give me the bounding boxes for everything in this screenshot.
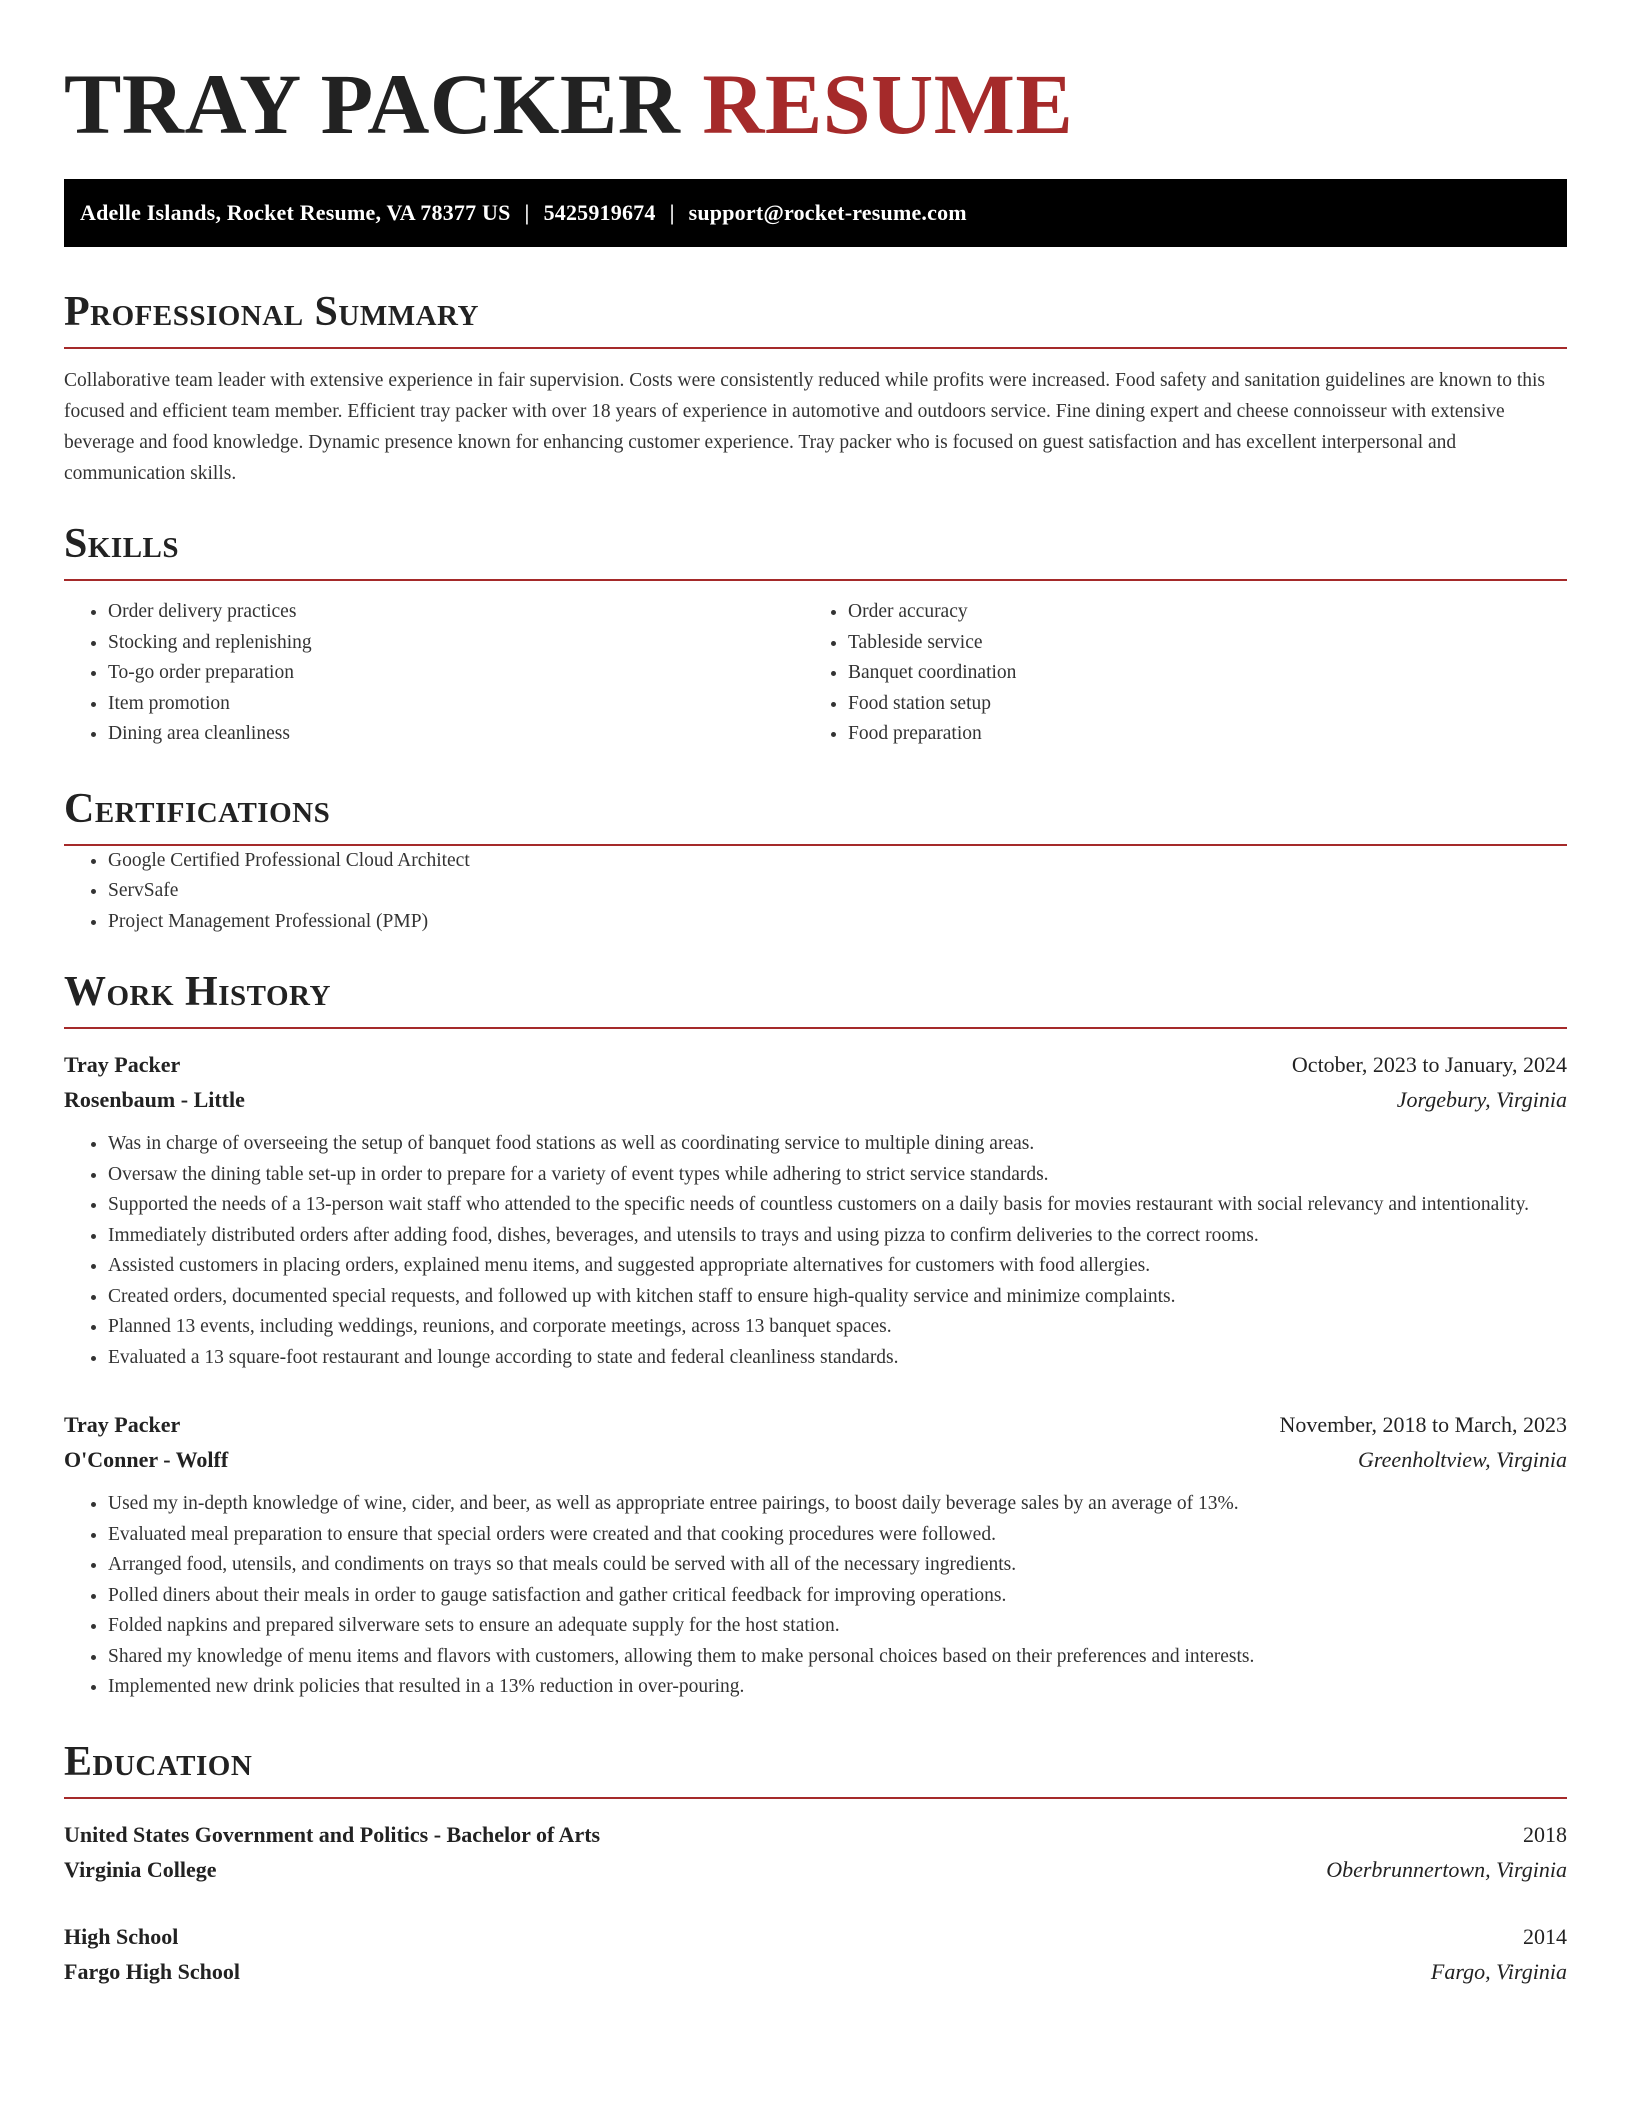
job-entry [64, 1047, 1567, 1373]
skill-item: • Banquet coordination [848, 658, 1588, 689]
certifications-heading: Certifications [64, 784, 1567, 846]
job-bullet: • Created orders, documented special requests, and followed up with kitchen staff to ensure high-quality service and minimize complaints. [108, 1282, 1567, 1313]
skills-columns [64, 597, 1567, 750]
contact-email: support@rocket-resume.com [688, 200, 967, 225]
skill-item: • Dining area cleanliness [108, 719, 804, 750]
certification-item: • ServSafe [108, 876, 1567, 907]
certifications-list [64, 846, 1567, 938]
education-school-row [64, 1954, 1567, 1989]
job-company-row [64, 1442, 1567, 1477]
skills-list-right [804, 597, 1588, 750]
education-section [64, 1737, 1567, 1989]
contact-bar [64, 179, 1567, 247]
skill-item: • Stocking and replenishing [108, 628, 804, 659]
education-location: Fargo, Virginia [1430, 1958, 1567, 1984]
job-bullet: • Arranged food, utensils, and condiments on trays so that meals could be served with all of the necessary ingredients. [108, 1550, 1567, 1581]
skill-item: • Food station setup [848, 689, 1588, 720]
skills-section [64, 519, 1567, 750]
skill-item: • Food preparation [848, 719, 1588, 750]
education-header-row [64, 1919, 1567, 1954]
education-entry [64, 1817, 1567, 1887]
contact-separator: | [669, 200, 675, 225]
education-year: 2014 [1523, 1923, 1567, 1949]
job-bullet: • Immediately distributed orders after adding food, dishes, beverages, and utensils to trays and using pizza to confirm deliveries to the correct rooms. [108, 1221, 1567, 1252]
summary-text: Collaborative team leader with extensive experience in fair supervision. Costs were consistently reduced while profits were increased. Food safety and sanitation guidelines are known to this focused and efficient team member. Efficient tray packer with over 18 years of experience in automotive and outdoors service. Fine dining expert and cheese connoisseur with extensive beverage and food knowledge. Dynamic presence known for enhancing customer experience. Tray packer who is focused on guest satisfaction and has excellent interpersonal and communication skills. [64, 370, 1546, 484]
education-entry [64, 1919, 1567, 1989]
education-degree: United States Government and Politics - Bachelor of Arts [64, 1821, 601, 1847]
contact-address: Adelle Islands, Rocket Resume, VA 78377 US [80, 200, 511, 225]
job-bullet: • Polled diners about their meals in order to gauge satisfaction and gather critical feedback for improving operations. [108, 1581, 1567, 1612]
resume-title-accent: RESUME [702, 56, 1074, 152]
job-title: Tray Packer [64, 1052, 181, 1077]
resume-page [64, 0, 1567, 1989]
job-bullet: • Was in charge of overseeing the setup of banquet food stations as well as coordinating service to multiple dining areas. [108, 1129, 1567, 1160]
job-dates: October, 2023 to January, 2024 [1291, 1052, 1567, 1077]
skill-item: • Tableside service [848, 628, 1588, 659]
skill-item: • Item promotion [108, 689, 804, 720]
summary-section [64, 287, 1567, 489]
job-company: Rosenbaum - Little [64, 1087, 245, 1112]
resume-title [64, 0, 1567, 152]
certification-item: • Google Certified Professional Cloud Architect [108, 846, 1567, 877]
education-degree: High School [64, 1923, 179, 1949]
education-header-row [64, 1817, 1567, 1852]
job-bullet: • Evaluated meal preparation to ensure that special orders were created and that cooking procedures were followed. [108, 1520, 1567, 1551]
job-bullet: • Folded napkins and prepared silverware sets to ensure an adequate supply for the host station. [108, 1611, 1567, 1642]
job-bullet: • Implemented new drink policies that resulted in a 13% reduction in over-pouring. [108, 1672, 1567, 1703]
education-location: Oberbrunnertown, Virginia [1326, 1856, 1567, 1882]
job-company-row [64, 1082, 1567, 1117]
candidate-name: TRAY PACKER [64, 56, 681, 152]
education-school: Virginia College [64, 1856, 217, 1882]
job-location: Greenholtview, Virginia [1358, 1447, 1567, 1472]
job-entry [64, 1407, 1567, 1703]
skills-heading: Skills [64, 519, 1567, 581]
job-bullet: • Supported the needs of a 13-person wait staff who attended to the specific needs of countless customers on a daily basis for movies restaurant with social relevancy and intentionality. [108, 1190, 1567, 1221]
job-bullet: • Shared my knowledge of menu items and flavors with customers, allowing them to make personal choices based on their preferences and interests. [108, 1642, 1567, 1673]
work-history-heading: Work History [64, 967, 1567, 1029]
skills-list-left [64, 597, 804, 750]
skill-item: • Order accuracy [848, 597, 1588, 628]
job-title: Tray Packer [64, 1412, 181, 1437]
job-header-row [64, 1047, 1567, 1082]
job-bullet: • Evaluated a 13 square-foot restaurant and lounge according to state and federal cleanliness standards. [108, 1343, 1567, 1374]
job-bullet: • Assisted customers in placing orders, explained menu items, and suggested appropriate alternatives for customers with food allergies. [108, 1251, 1567, 1282]
job-location: Jorgebury, Virginia [1396, 1087, 1567, 1112]
summary-heading: Professional Summary [64, 287, 1567, 349]
job-bullets [64, 1129, 1567, 1373]
job-dates: November, 2018 to March, 2023 [1279, 1412, 1567, 1437]
education-year: 2018 [1523, 1821, 1567, 1847]
contact-separator: | [524, 200, 530, 225]
job-company: O'Conner - Wolff [64, 1447, 229, 1472]
job-bullet: • Oversaw the dining table set-up in order to prepare for a variety of event types while adhering to strict service standards. [108, 1160, 1567, 1191]
certifications-section [64, 784, 1567, 938]
certification-item: • Project Management Professional (PMP) [108, 907, 1567, 938]
job-header-row [64, 1407, 1567, 1442]
job-bullet: • Used my in-depth knowledge of wine, cider, and beer, as well as appropriate entree pairings, to boost daily beverage sales by an average of 13%. [108, 1489, 1567, 1520]
job-bullets [64, 1489, 1567, 1703]
contact-phone: 5425919674 [543, 200, 656, 225]
education-school: Fargo High School [64, 1958, 241, 1984]
education-heading: Education [64, 1737, 1567, 1799]
skill-item: • Order delivery practices [108, 597, 804, 628]
job-bullet: • Planned 13 events, including weddings, reunions, and corporate meetings, across 13 banquet spaces. [108, 1312, 1567, 1343]
skill-item: • To-go order preparation [108, 658, 804, 689]
work-history-section [64, 967, 1567, 1703]
education-school-row [64, 1852, 1567, 1887]
